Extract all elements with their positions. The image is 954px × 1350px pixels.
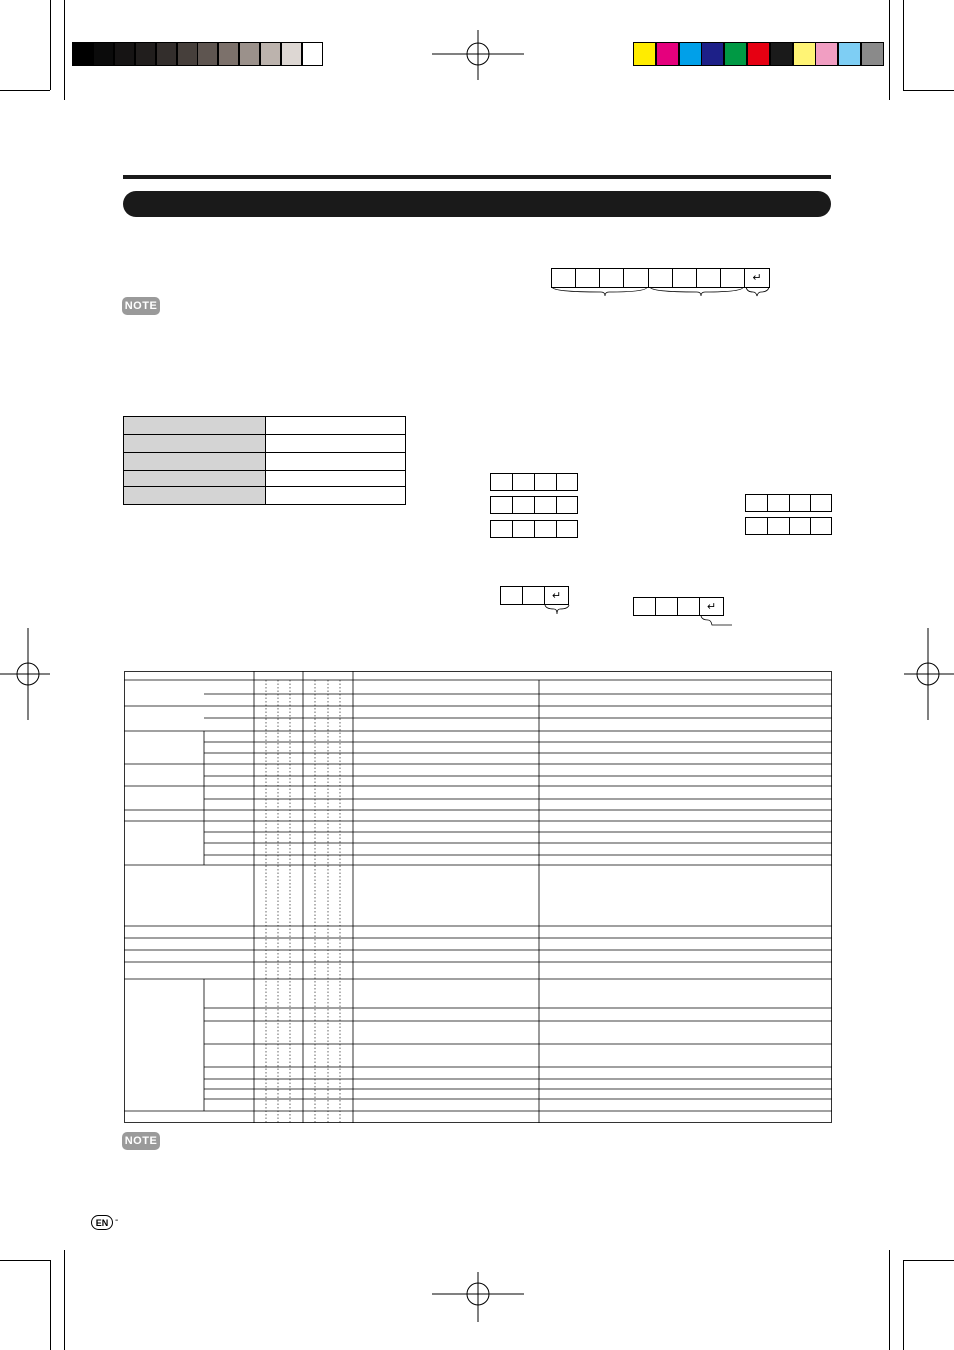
section-title-bar (123, 191, 831, 217)
return-icon: ↵ (706, 599, 717, 613)
gray-swatch (72, 42, 93, 66)
settings-label-cell (124, 417, 266, 435)
response-err-boxes (633, 597, 724, 616)
color-swatch (815, 42, 838, 66)
gray-swatch (156, 42, 177, 66)
table-border (125, 672, 832, 1123)
command-format-brackets (551, 286, 773, 300)
settings-value-cell (266, 417, 406, 435)
color-swatch (679, 42, 702, 66)
registration-mark-left (0, 628, 50, 720)
return-icon: ↵ (752, 270, 762, 284)
response-ok-bracket (544, 604, 570, 618)
color-swatch (861, 42, 884, 66)
gray-swatch (302, 42, 323, 66)
command-format-boxes (551, 268, 770, 288)
settings-label-cell (124, 487, 266, 505)
language-badge: EN (91, 1215, 113, 1230)
registration-mark-right (904, 628, 954, 720)
settings-value-cell (266, 453, 406, 471)
color-swatch (770, 42, 793, 66)
header-rule (123, 175, 831, 179)
color-swatch (633, 42, 656, 66)
gray-swatch (218, 42, 239, 66)
color-swatch (838, 42, 861, 66)
settings-label-cell (124, 453, 266, 471)
color-swatch (793, 42, 816, 66)
note-badge: NOTE (122, 297, 160, 315)
response-code-boxes (745, 494, 832, 512)
color-swatch (656, 42, 679, 66)
color-swatch (701, 42, 724, 66)
response-ok-boxes (500, 586, 569, 605)
gray-swatch (260, 42, 281, 66)
settings-table (123, 416, 406, 505)
gray-swatch (114, 42, 135, 66)
registration-mark-top (432, 30, 524, 80)
gray-swatch (93, 42, 114, 66)
color-swatch (724, 42, 747, 66)
command-list-table (124, 671, 832, 1123)
response-code-boxes (490, 520, 578, 538)
settings-label-cell (124, 435, 266, 453)
color-swatch (747, 42, 770, 66)
gray-swatch (239, 42, 260, 66)
return-icon: ↵ (551, 588, 562, 602)
response-err-bracket (700, 615, 736, 629)
response-code-boxes (490, 473, 578, 491)
gray-swatch (197, 42, 218, 66)
gray-swatch (281, 42, 302, 66)
gray-swatch (177, 42, 198, 66)
settings-value-cell (266, 435, 406, 453)
note-badge: NOTE (122, 1132, 160, 1150)
gray-swatch (135, 42, 156, 66)
settings-label-cell (124, 471, 266, 487)
settings-value-cell (266, 471, 406, 487)
settings-value-cell (266, 487, 406, 505)
response-code-boxes (490, 496, 578, 514)
response-code-boxes (745, 517, 832, 535)
registration-mark-bottom (432, 1272, 524, 1322)
page-number-dash: - (115, 1215, 119, 1226)
